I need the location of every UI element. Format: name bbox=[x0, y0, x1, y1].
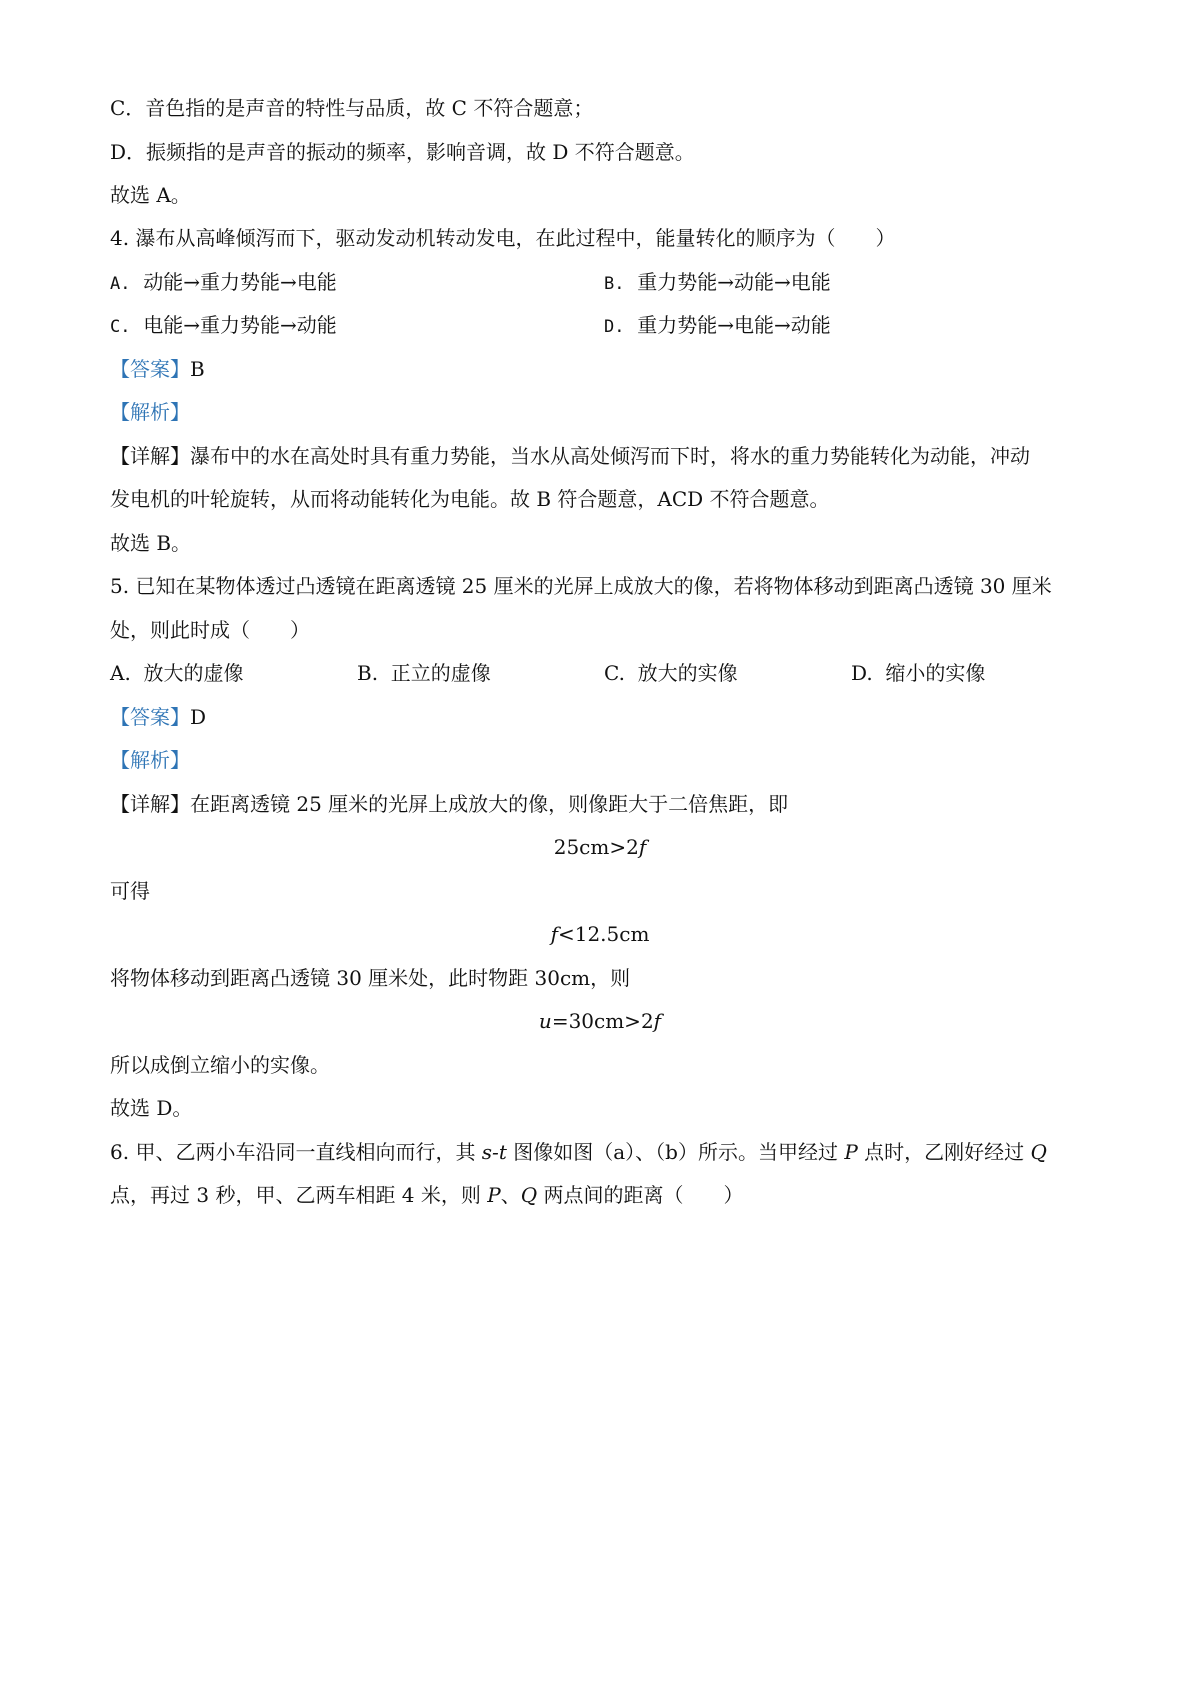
q5-option-c-letter: C. bbox=[604, 661, 625, 685]
q4-option-c bbox=[110, 313, 337, 339]
q5-option-c bbox=[604, 661, 738, 685]
q5-text-kede: 可得 bbox=[110, 879, 150, 903]
q5-option-d bbox=[851, 661, 985, 685]
q5-option-b bbox=[357, 661, 491, 685]
q5-analysis-tag: 【解析】 bbox=[110, 748, 190, 772]
q5-conclusion: 故选 D。 bbox=[110, 1096, 193, 1120]
prev-option-c: C．音色指的是声音的特性与品质，故 C 不符合题意； bbox=[110, 96, 594, 120]
q5-formula-2-var: f bbox=[550, 922, 558, 946]
q4-answer-tag: 【答案】 bbox=[110, 357, 190, 381]
q5-option-b-letter: B. bbox=[357, 661, 379, 685]
q4-option-b bbox=[604, 270, 831, 296]
q6-l1-p: P bbox=[844, 1140, 858, 1164]
prev-conclusion: 故选 A。 bbox=[110, 183, 191, 207]
q4-option-d-letter: D. bbox=[604, 317, 625, 337]
q4-answer bbox=[110, 357, 205, 381]
q4-detail-text-1: 瀑布中的水在高处时具有重力势能，当水从高处倾泻而下时，将水的重力势能转化为动能，冲动 bbox=[190, 444, 1030, 468]
q5-stem-line-2: 处，则此时成（ ） bbox=[110, 618, 310, 642]
q5-stem-line-1: 5. 已知在某物体透过凸透镜在距离透镜 25 厘米的光屏上成放大的像，若将物体移动到距离凸透镜 30 厘米 bbox=[110, 574, 1052, 598]
q6-l1-q: Q bbox=[1030, 1140, 1047, 1164]
q4-option-a-text: 动能→重力势能→电能 bbox=[143, 270, 337, 294]
q6-l1-part-a: 6. 甲、乙两小车沿同一直线相向而行，其 bbox=[110, 1140, 482, 1164]
q4-detail-tag: 【详解】 bbox=[110, 444, 190, 468]
q6-l2-q: Q bbox=[520, 1183, 538, 1207]
q5-formula-1-text: 25cm>2 bbox=[553, 835, 639, 859]
q4-option-b-letter: B. bbox=[604, 274, 625, 294]
q5-detail-line-2: 将物体移动到距离凸透镜 30 厘米处，此时物距 30cm，则 bbox=[110, 966, 631, 990]
q5-answer bbox=[110, 705, 206, 729]
q5-option-b-text: 正立的虚像 bbox=[390, 661, 491, 685]
q5-detail-line-3: 所以成倒立缩小的实像。 bbox=[110, 1053, 330, 1077]
q6-stem-line-1 bbox=[110, 1140, 1047, 1164]
q5-option-a-text: 放大的虚像 bbox=[143, 661, 244, 685]
q5-option-d-text: 缩小的实像 bbox=[885, 661, 986, 685]
q5-detail-tag: 【详解】 bbox=[110, 792, 190, 816]
q4-conclusion: 故选 B。 bbox=[110, 531, 192, 555]
q4-analysis-tag: 【解析】 bbox=[110, 400, 190, 424]
q6-l1-st: s-t bbox=[481, 1140, 507, 1164]
q6-l2-p: P bbox=[487, 1183, 501, 1207]
q4-detail-line-2: 发电机的叶轮旋转，从而将动能转化为电能。故 B 符合题意，ACD 不符合题意。 bbox=[110, 487, 830, 511]
q5-formula-1 bbox=[0, 835, 1200, 859]
q5-option-a bbox=[110, 661, 244, 685]
q4-option-c-text: 电能→重力势能→动能 bbox=[143, 313, 337, 337]
q5-formula-3-text: =30cm>2 bbox=[551, 1009, 654, 1033]
q5-option-c-text: 放大的实像 bbox=[637, 661, 738, 685]
q5-option-d-letter: D. bbox=[851, 661, 873, 685]
prev-option-d: D．振频指的是声音的振动的频率，影响音调，故 D 不符合题意。 bbox=[110, 140, 695, 164]
q4-analysis bbox=[110, 400, 190, 424]
q4-option-a bbox=[110, 270, 337, 296]
q4-stem: 4. 瀑布从高峰倾泻而下，驱动发动机转动发电，在此过程中，能量转化的顺序为（ ） bbox=[110, 226, 896, 250]
q5-formula-3 bbox=[0, 1009, 1200, 1033]
q4-detail-line-1 bbox=[110, 444, 1030, 468]
q5-formula-2 bbox=[0, 922, 1200, 946]
q6-l2-part-a: 点，再过 3 秒，甲、乙两车相距 4 米，则 bbox=[110, 1183, 488, 1207]
q6-l1-part-b: 图像如图（a）、（b）所示。当甲经过 bbox=[506, 1140, 845, 1164]
q4-option-d-text: 重力势能→电能→动能 bbox=[637, 313, 831, 337]
q6-l1-part-c: 点时，乙刚好经过 bbox=[857, 1140, 1031, 1164]
q5-formula-2-text: <12.5cm bbox=[557, 922, 650, 946]
q6-stem-line-2 bbox=[110, 1183, 743, 1207]
q5-option-a-letter: A. bbox=[110, 661, 131, 685]
q4-option-c-letter: C. bbox=[110, 317, 131, 337]
q5-answer-value: D bbox=[190, 705, 207, 729]
q4-option-a-letter: A. bbox=[110, 274, 131, 294]
q5-answer-tag: 【答案】 bbox=[110, 705, 190, 729]
q5-formula-1-var: f bbox=[638, 835, 647, 859]
q4-answer-value: B bbox=[190, 357, 205, 381]
q5-analysis bbox=[110, 748, 190, 772]
q6-l2-part-b: 、 bbox=[500, 1183, 521, 1207]
q5-detail-line-1 bbox=[110, 792, 788, 816]
q4-option-d bbox=[604, 313, 831, 339]
q6-l2-part-c: 两点间的距离（ ） bbox=[537, 1183, 744, 1207]
q4-option-b-text: 重力势能→动能→电能 bbox=[637, 270, 831, 294]
q5-formula-3-var-f: f bbox=[653, 1009, 662, 1033]
q5-detail-text-1: 在距离透镜 25 厘米的光屏上成放大的像，则像距大于二倍焦距，即 bbox=[190, 792, 789, 816]
q5-formula-3-var-u: u bbox=[538, 1009, 552, 1033]
